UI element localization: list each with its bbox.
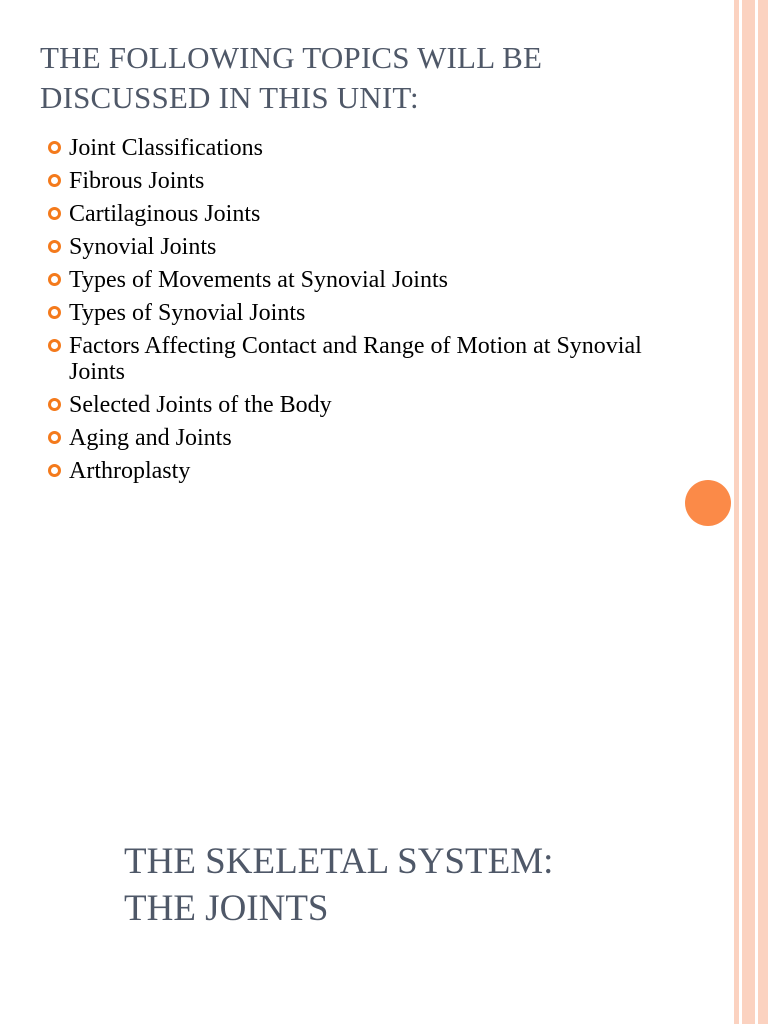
ring-bullet-icon bbox=[48, 464, 61, 477]
ring-bullet-icon bbox=[48, 174, 61, 187]
topic-label: Fibrous Joints bbox=[69, 168, 205, 194]
list-item bbox=[46, 300, 686, 326]
ring-bullet-icon bbox=[48, 273, 61, 286]
ring-bullet-icon bbox=[48, 306, 61, 319]
list-item bbox=[46, 333, 686, 385]
list-item bbox=[46, 201, 686, 227]
side-band-divider bbox=[755, 0, 758, 1024]
slide-title: THE FOLLOWING TOPICS WILL BE DISCUSSED IN THIS UNIT: bbox=[40, 40, 543, 115]
unit-title-line-1: THE SKELETAL SYSTEM: bbox=[124, 841, 554, 882]
ring-bullet-icon bbox=[48, 240, 61, 253]
topic-label: Factors Affecting Contact and Range of Motion at Synovial Joints bbox=[69, 333, 642, 385]
topic-label: Synovial Joints bbox=[69, 234, 217, 260]
ring-bullet-icon bbox=[48, 398, 61, 411]
topic-label: Aging and Joints bbox=[69, 425, 232, 451]
topic-label: Cartilaginous Joints bbox=[69, 201, 261, 227]
topic-list bbox=[46, 135, 686, 491]
unit-title bbox=[124, 838, 684, 932]
topic-label: Types of Synovial Joints bbox=[69, 300, 306, 326]
topic-label: Joint Classifications bbox=[69, 135, 263, 161]
side-band-divider bbox=[739, 0, 742, 1024]
list-item bbox=[46, 234, 686, 260]
topic-label: Selected Joints of the Body bbox=[69, 392, 332, 418]
list-item bbox=[46, 458, 686, 484]
ring-bullet-icon bbox=[48, 141, 61, 154]
list-item bbox=[46, 425, 686, 451]
list-item bbox=[46, 392, 686, 418]
ring-bullet-icon bbox=[48, 431, 61, 444]
list-item bbox=[46, 135, 686, 161]
topic-label: Types of Movements at Synovial Joints bbox=[69, 267, 448, 293]
orange-circle-decoration bbox=[685, 480, 731, 526]
list-item bbox=[46, 267, 686, 293]
topic-label: Arthroplasty bbox=[69, 458, 191, 484]
list-item bbox=[46, 168, 686, 194]
ring-bullet-icon bbox=[48, 339, 61, 352]
unit-title-line-2: THE JOINTS bbox=[124, 888, 329, 929]
ring-bullet-icon bbox=[48, 207, 61, 220]
